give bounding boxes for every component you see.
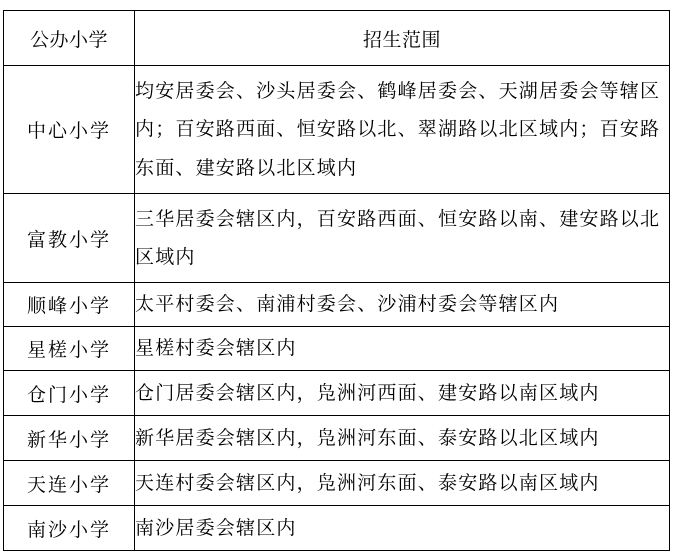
range-cell: 天连村委会辖区内，凫洲河东面、泰安路以南区域内 [135,461,670,506]
range-cell: 三华居委会辖区内，百安路西面、恒安路以南、建安路以北区域内 [135,194,670,283]
enrollment-table [3,10,670,551]
table-row [4,371,670,416]
school-name-cell: 仓门小学 [4,371,135,416]
school-name-cell: 新华小学 [4,416,135,461]
range-cell: 新华居委会辖区内，凫洲河东面、泰安路以北区域内 [135,416,670,461]
table-row [4,461,670,506]
school-name-cell: 中心小学 [4,66,135,194]
school-name-cell: 南沙小学 [4,506,135,551]
range-cell: 南沙居委会辖区内 [135,506,670,551]
table-row [4,194,670,283]
table-row [4,66,670,194]
table-row [4,327,670,371]
header-school: 公办小学 [4,11,135,66]
table-row [4,416,670,461]
table-row [4,506,670,551]
range-cell: 均安居委会、沙头居委会、鹤峰居委会、天湖居委会等辖区内；百安路西面、恒安路以北、翠湖路以北区域内；百安路东面、建安路以北区域内 [135,66,670,194]
table-row [4,283,670,327]
school-name-cell: 星槎小学 [4,327,135,371]
range-cell: 仓门居委会辖区内，凫洲河西面、建安路以南区域内 [135,371,670,416]
school-name-cell: 天连小学 [4,461,135,506]
range-cell: 星槎村委会辖区内 [135,327,670,371]
school-name-cell: 顺峰小学 [4,283,135,327]
range-cell: 太平村委会、南浦村委会、沙浦村委会等辖区内 [135,283,670,327]
school-name-cell: 富教小学 [4,194,135,283]
header-range: 招生范围 [135,11,670,66]
table-header-row [4,11,670,66]
